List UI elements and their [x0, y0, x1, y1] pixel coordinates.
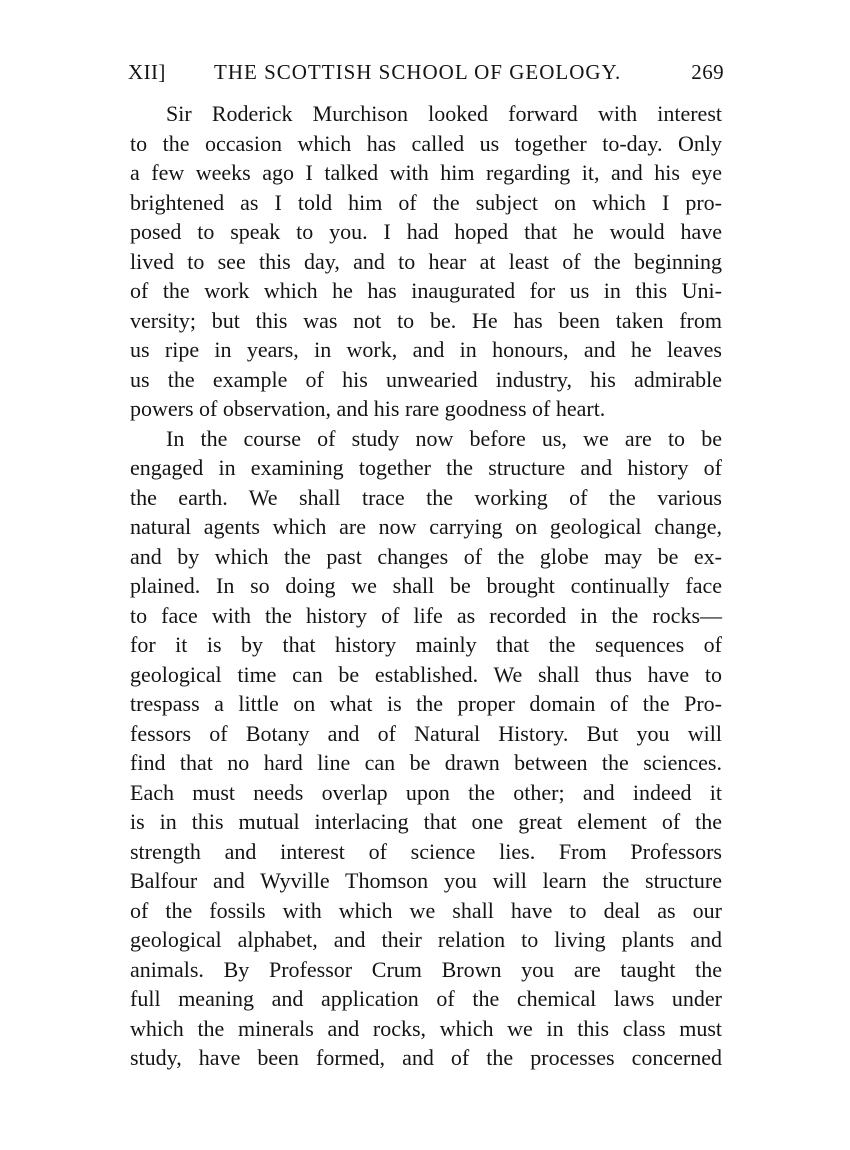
text-line: Balfour and Wyville Thomson you will learn the structure	[130, 868, 722, 893]
text-line: natural agents which are now carrying on geological change,	[130, 514, 722, 539]
body-text	[130, 99, 722, 1073]
text-line: study, have been formed, and of the processes concerned	[130, 1045, 722, 1070]
text-line: posed to speak to you. I had hoped that he would have	[130, 219, 722, 244]
text-line: Each must needs overlap upon the other; and indeed it	[130, 779, 722, 805]
text-line: us the example of his unwearied industry, his admirable	[130, 366, 722, 392]
text-line: In the course of study now before us, we are to be	[166, 425, 722, 451]
text-line: Sir Roderick Murchison looked forward with interest	[166, 101, 722, 126]
text-line: us ripe in years, in work, and in honours, and he leaves	[130, 337, 722, 362]
text-line: plained. In so doing we shall be brought continually face	[130, 573, 722, 598]
text-line: versity; but this was not to be. He has been taken from	[130, 307, 722, 333]
text-line: lived to see this day, and to hear at least of the beginning	[130, 248, 722, 274]
paragraph-1	[130, 99, 722, 424]
text-line: of the fossils with which we shall have to deal as our	[130, 897, 722, 923]
text-line: powers of observation, and his rare goodness of heart.	[130, 396, 606, 421]
text-line: fessors of Botany and of Natural History. But you will	[130, 720, 722, 746]
text-line: geological time can be established. We shall thus have to	[130, 661, 722, 687]
text-line: the earth. We shall trace the working of the various	[130, 484, 722, 510]
text-line: trespass a little on what is the proper domain of the Pro-	[130, 691, 722, 716]
text-line: to the occasion which has called us together to-day. Only	[130, 130, 722, 156]
running-header	[128, 60, 724, 90]
text-line: a few weeks ago I talked with him regarding it, and his eye	[130, 160, 722, 185]
text-line: of the work which he has inaugurated for us in this Uni-	[130, 278, 722, 303]
text-line: and by which the past changes of the globe may be ex-	[130, 543, 722, 569]
text-line: strength and interest of science lies. From Professors	[130, 838, 722, 864]
paragraph-2	[130, 424, 722, 1073]
chapter-number: XII]	[128, 60, 166, 84]
text-line: full meaning and application of the chemical laws under	[130, 986, 722, 1011]
text-line: which the minerals and rocks, which we in this class must	[130, 1015, 722, 1041]
text-line: engaged in examining together the structure and history of	[130, 455, 722, 480]
text-line: is in this mutual interlacing that one great element of the	[130, 809, 722, 834]
text-line: find that no hard line can be drawn between the sciences.	[130, 750, 722, 775]
running-title: THE SCOTTISH SCHOOL OF GEOLOGY.	[214, 60, 622, 84]
page-number: 269	[691, 60, 724, 84]
text-line: animals. By Professor Crum Brown you are taught the	[130, 956, 722, 982]
text-line: brightened as I told him of the subject on which I pro-	[130, 189, 722, 215]
text-line: for it is by that history mainly that the sequences of	[130, 632, 722, 657]
text-line: geological alphabet, and their relation to living plants and	[130, 927, 722, 952]
text-line: to face with the history of life as recorded in the rocks—	[130, 602, 722, 628]
